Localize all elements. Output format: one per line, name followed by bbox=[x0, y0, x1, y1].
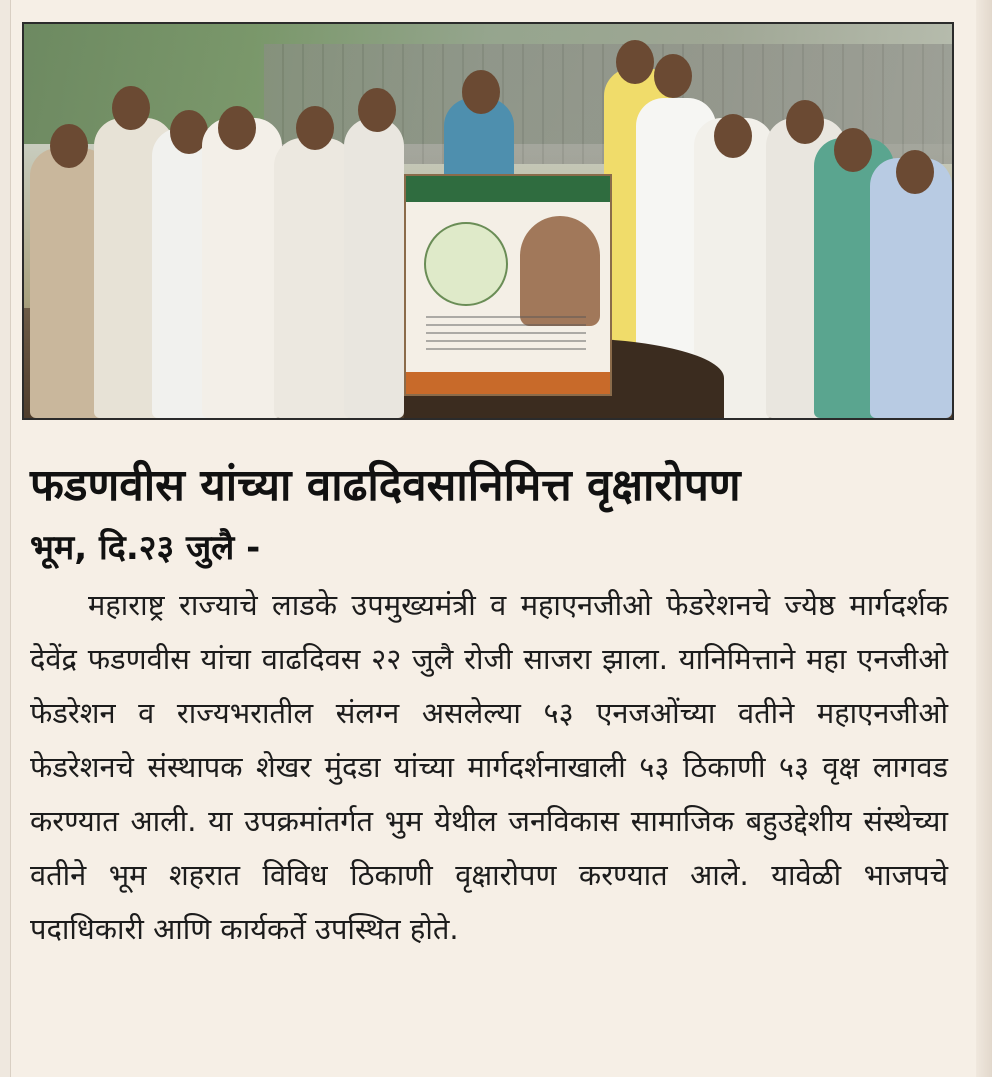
page-edge-shadow bbox=[976, 0, 992, 1077]
article-body: महाराष्ट्र राज्याचे लाडके उपमुख्यमंत्री व महाएनजीओ फेडरेशनचे ज्येष्ठ मार्गदर्शक देवेंद्र फडणवीस यांचा वाढदिवस २२ जुलै रोजी साजरा झाला. यानिमित्ताने महा एनजीओ फेडरेशन व राज्यभरातील संलग्न असलेल्या ५३ एनजओंच्या वतीने महाएनजीओ फेडरेशनचे संस्थापक शेखर मुंदडा यांच्या मार्गदर्शनाखाली ५३ ठिकाणी ५३ वृक्ष लागवड करण्यात आली. या उपक्रमांतर्गत भुम येथील जनविकास सामाजिक बहुउद्देशीय संस्थेच्या वतीने भूम शहरात विविध ठिकाणी वृक्षारोपण करण्यात आले. यावेळी भाजपचे पदाधिकारी आणि कार्यकर्ते उपस्थित होते. bbox=[30, 588, 948, 946]
photo-person-head bbox=[462, 70, 500, 114]
photo-person-head bbox=[358, 88, 396, 132]
photo-person-head bbox=[50, 124, 88, 168]
photo-person-head bbox=[654, 54, 692, 98]
photo-person-head bbox=[218, 106, 256, 150]
photo-person-head bbox=[296, 106, 334, 150]
photo-banner-top-band bbox=[406, 176, 610, 202]
photo-person-head bbox=[786, 100, 824, 144]
photo-banner-text-lines bbox=[426, 316, 586, 356]
photo-person-head bbox=[714, 114, 752, 158]
article-headline: फडणवीस यांच्या वाढदिवसानिमित्त वृक्षारोपण bbox=[30, 460, 741, 511]
photo-person-head bbox=[616, 40, 654, 84]
photo-person bbox=[870, 158, 952, 418]
photo-person-head bbox=[896, 150, 934, 194]
photo-banner bbox=[404, 174, 612, 396]
article-dateline: भूम, दि.२३ जुलै - bbox=[30, 528, 261, 568]
photo-banner-bottom-band bbox=[406, 372, 610, 394]
photo-person bbox=[344, 118, 404, 418]
photo-person-head bbox=[112, 86, 150, 130]
photo-person-head bbox=[834, 128, 872, 172]
photo-person bbox=[274, 138, 354, 418]
photo-person bbox=[202, 118, 282, 418]
photo-banner-plant-graphic bbox=[424, 222, 508, 306]
photo-banner-portrait bbox=[520, 216, 600, 326]
article-photo bbox=[22, 22, 954, 420]
